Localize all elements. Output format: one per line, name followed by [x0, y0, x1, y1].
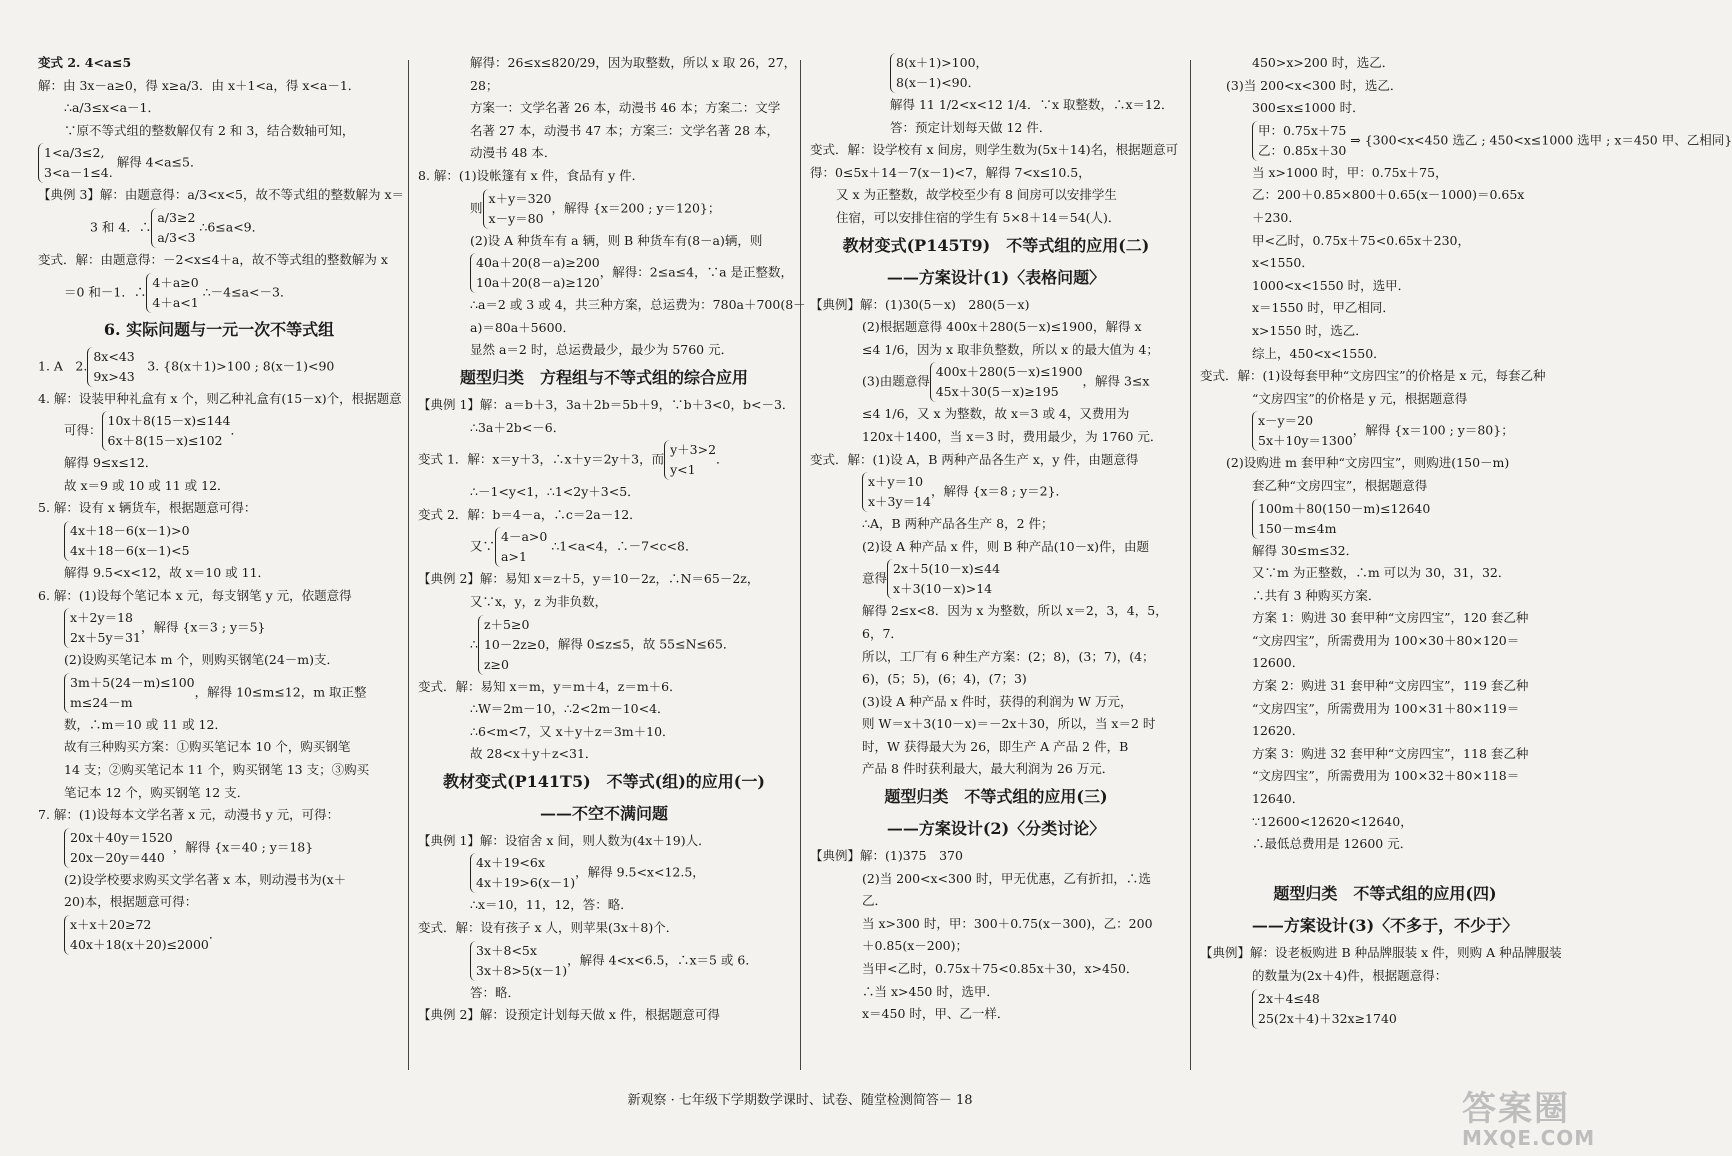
- equation-line: [38, 827, 400, 869]
- equation-line: [38, 272, 400, 314]
- equation-system: [1252, 121, 1346, 161]
- text-line: 解得 30≤m≤32．: [1252, 542, 1359, 558]
- equation-system: [930, 362, 1083, 402]
- equation-system: [64, 608, 141, 648]
- equation-system: [1252, 499, 1430, 539]
- text-line: 【典例】解：(1)30(5－x) 280(5－x): [810, 296, 1030, 312]
- equation-row: 20x＋40y＝1520: [70, 829, 173, 845]
- equation-line: [38, 672, 400, 714]
- text-line: 8. 解：(1)设帐篷有 x 件，食品有 y 件．: [418, 167, 645, 183]
- equation-suffix: 解得 4<a≤5．: [112, 154, 203, 170]
- equation-row: x＋3(10－x)>14: [893, 581, 993, 597]
- text-line: (3)当 200<x<300 时，选乙．: [1226, 77, 1403, 93]
- equation-line: [810, 361, 1182, 403]
- equation-system: [151, 208, 195, 248]
- equation-line: [38, 410, 400, 452]
- text-line: 乙：200＋0.85×800＋0.65(x－1000)＝0.65x: [1252, 187, 1525, 203]
- text-line: 显然 a＝2 时，总运费最少，最少为 5760 元．: [470, 342, 734, 358]
- text-line: 名著 27 本，动漫书 47 本；方案三：文学名著 28 本，: [470, 122, 780, 138]
- equation-row: 5x＋10y＝1300: [1258, 433, 1353, 449]
- text-line: 12600．: [1252, 655, 1305, 671]
- text-line: 【典例 2】解：设预定计划每天做 x 件，根据题意可得: [418, 1007, 720, 1023]
- section-heading: ——方案设计(2)〈分类讨论〉: [886, 819, 1106, 839]
- text-line: 变式．解：易知 x＝m，y＝m＋4，z＝m＋6．: [418, 678, 682, 694]
- equation-row: 4x＋18－6(x－1)<5: [70, 542, 190, 558]
- equation-row: x－y＝20: [1258, 413, 1314, 429]
- text-line: 动漫书 48 本．: [470, 145, 557, 161]
- text-line: 【典例】解：设老板购进 B 种品牌服装 x 件，则购 A 种品牌服装: [1200, 945, 1562, 961]
- column-4: [1200, 52, 1732, 1082]
- equation-row: 25(2x＋4)＋32x≥1740: [1258, 1010, 1397, 1026]
- section-heading: ——方案设计(1)〈表格问题〉: [886, 267, 1106, 287]
- text-line: 甲<乙时，0.75x＋75<0.65x＋230，: [1252, 232, 1470, 248]
- equation-system: [890, 53, 988, 93]
- equation-prefix: 意得: [862, 570, 888, 586]
- text-line: 故 x＝9 或 10 或 11 或 12．: [64, 477, 230, 493]
- equation-suffix: ，解得 3≤x: [1082, 373, 1150, 389]
- equation-suffix: ，解得 0≤z≤5，故 55≤N≤65．: [545, 636, 736, 651]
- equation-line: [810, 558, 1182, 600]
- equation-system: [64, 673, 195, 713]
- text-line: 4. 解：设装甲种礼盒有 x 个，则乙种礼盒有(15－x)个，根据题意: [38, 390, 402, 406]
- equation-row: 3x＋8>5(x－1): [476, 962, 568, 978]
- equation-row: 4＋a<1: [152, 294, 199, 310]
- text-line: 变式．解：(1)设每套甲种“文房四宝”的价格是 x 元，每套乙种: [1200, 368, 1546, 384]
- equation-row: 6x＋8(15－x)≤102: [107, 433, 223, 449]
- text-line: x＝1550 时，甲乙相同．: [1252, 300, 1395, 316]
- equation-row: 4x＋19<6x: [476, 855, 545, 871]
- text-line: 【典例 3】解：由题意得：a/3<x<5，故不等式组的整数解为 x＝: [38, 187, 405, 203]
- equation-row: 400x＋280(5－x)≤1900: [935, 364, 1083, 380]
- equation-prefix: 可得：: [64, 422, 102, 438]
- text-line: 时，W 获得最大为 26，即生产 A 产品 2 件，B: [862, 738, 1129, 754]
- equation-system: [1252, 411, 1353, 451]
- equation-line: [38, 346, 400, 388]
- text-line: (2)设学校要求购买文学名著 x 本，则动漫书为(x＋: [64, 871, 347, 887]
- equation-system: [87, 347, 134, 387]
- equation-line: [1200, 988, 1570, 1030]
- equation-row: x＋2y＝18: [70, 610, 133, 626]
- equation-suffix: ∴6≤a<9．: [195, 219, 265, 235]
- equation-system: [470, 941, 567, 981]
- text-line: 解得：26≤x≤820/29，因为取整数，所以 x 取 26，27，: [470, 55, 797, 70]
- text-line: (2)根据题意得 400x＋280(5－x)≤1900，解得 x: [862, 319, 1142, 335]
- equation-system: [1252, 989, 1397, 1029]
- text-line: 变式 2．解：b＝4－a，∴c＝2a－12．: [418, 506, 642, 522]
- equation-system: [102, 411, 231, 451]
- equation-system: [483, 189, 552, 229]
- equation-prefix: (3)由题意得: [862, 373, 930, 389]
- equation-line: [810, 52, 1182, 94]
- text-line: 【典例 1】解：a＝b＋3，3a＋2b＝5b＋9，∵b＋3<0，b<－3．: [418, 396, 795, 412]
- equation-row: a>1: [501, 549, 527, 565]
- section-heading: 题型归类 方程组与不等式组的综合应用: [459, 367, 748, 387]
- equation-system: [862, 472, 931, 512]
- text-line: 又∵m 为正整数，∴m 可以为 30，31，32．: [1252, 565, 1511, 581]
- text-line: 当 x>300 时，甲：300＋0.75(x－300)，乙：200: [862, 915, 1153, 931]
- equation-row: 40a＋20(8－a)≥200: [476, 255, 600, 271]
- text-line: 方案 3：购进 32 套甲种“文房四宝”，118 套乙种: [1252, 745, 1529, 761]
- text-line: 【典例 1】解：设宿舍 x 间，则人数为(4x＋19)人．: [418, 832, 711, 848]
- equation-line: [38, 207, 400, 249]
- text-line: 又 x 为正整数，故学校至少有 8 间房可以安排学生: [836, 187, 1117, 203]
- text-line: 方案 2：购进 31 套甲种“文房四宝”，119 套乙种: [1252, 678, 1529, 694]
- text-line: 又∵x，y，z 为非负数，: [470, 593, 608, 609]
- text-line: 变式．解：设有孩子 x 人，则苹果(3x＋8)个．: [418, 920, 679, 936]
- equation-suffix: ，解得 {x＝8 ; y＝2}．: [930, 483, 1069, 499]
- equation-system: [38, 143, 113, 183]
- equation-row: 8x<43: [93, 348, 135, 364]
- equation-line: [418, 614, 790, 676]
- equation-suffix: ，解得 {x＝200 ; y＝120}；: [551, 200, 721, 216]
- text-line: 5. 解：设有 x 辆货车，根据题意可得：: [38, 500, 257, 516]
- text-line: ∵12600<12620<12640，: [1252, 813, 1413, 829]
- text-line: 6. 解：(1)设每个笔记本 x 元，每支钢笔 y 元，依题意得: [38, 587, 352, 603]
- text-line: 乙．: [862, 893, 888, 909]
- equation-row: 8(x＋1)>100，: [896, 55, 989, 70]
- equation-suffix: ，解得 {x＝3 ; y＝5}: [140, 619, 266, 635]
- equation-row: 20x－20y＝440: [70, 849, 165, 865]
- text-line: x>1550 时，选乙．: [1252, 322, 1368, 338]
- equation-line: [810, 471, 1182, 513]
- text-line: (2)设 A 种货车有 a 辆，则 B 种货车有(8－a)辆，则: [470, 232, 763, 248]
- equation-row: 4－a>0: [501, 529, 548, 545]
- section-heading: 教材变式(P145T9) 不等式组的应用(二): [842, 235, 1150, 255]
- watermark-logo: [1462, 1089, 1596, 1150]
- watermark-text: 答案圈: [1462, 1089, 1570, 1129]
- text-line: 的数量为(2x＋4)件，根据题意得：: [1252, 968, 1448, 983]
- equation-system: [64, 915, 209, 955]
- equation-system: [470, 853, 575, 893]
- text-line: ∴－1<y<1，∴1<2y＋3<5．: [470, 484, 640, 500]
- equation-row: a/3<3: [157, 229, 196, 245]
- equation-suffix: ，解得：2≤a≤4，∵a 是正整数，: [599, 264, 793, 280]
- text-line: 数，∴m＝10 或 11 或 12．: [64, 716, 227, 732]
- column-divider: [1190, 60, 1191, 1070]
- equation-line: [38, 142, 400, 184]
- equation-suffix: ．: [230, 422, 243, 438]
- equation-system: [887, 559, 1000, 599]
- equation-prefix: ＝0 和－1．∴: [64, 284, 147, 300]
- text-line: “文房四宝”的价格是 y 元，根据题意得: [1252, 390, 1468, 406]
- equation-line: [418, 252, 793, 294]
- text-line: ∴W＝2m－10，∴2<2m－10<4．: [470, 701, 670, 717]
- equation-prefix: 则: [470, 200, 483, 216]
- equation-suffix: ，解得 4<x<6.5，∴x＝5 或 6．: [567, 952, 758, 968]
- column-divider: [408, 60, 409, 1070]
- equation-row: 2x＋5y＝31: [70, 630, 141, 646]
- text-line: 6，7．: [862, 625, 903, 641]
- text-line: ∴6<m<7，又 x＋y＋z＝3m＋10．: [470, 723, 675, 739]
- text-line: [1200, 856, 1570, 879]
- section-heading: 6. 实际问题与一元一次不等式组: [103, 319, 335, 339]
- text-line: 20)本，根据题意可得：: [64, 894, 198, 910]
- equation-system: [495, 527, 547, 567]
- equation-prefix: 1. A 2.: [38, 358, 88, 374]
- equation-row: 8(x－1)<90．: [896, 75, 981, 90]
- text-line: 解得 11 1/2<x<12 1/4．∵x 取整数，∴x＝12．: [890, 97, 1174, 112]
- equation-row: m≤24－m: [70, 694, 133, 710]
- text-line: ∴A，B 两种产品各生产 8，2 件；: [862, 516, 1054, 532]
- equation-row: 2x＋5(10－x)≤44: [893, 561, 1001, 577]
- equation-line: [38, 914, 400, 956]
- equation-suffix: 3. {8(x＋1)>100 ; 8(x－1)<90: [134, 358, 335, 374]
- equation-row: 4＋a≥0: [152, 274, 199, 290]
- text-line: 变式 2. 4<a≤5: [38, 55, 132, 70]
- text-line: (2)设购买笔记本 m 个，则购买钢笔(24－m)支．: [64, 652, 340, 668]
- text-line: 1000<x<1550 时，选甲．: [1252, 277, 1411, 293]
- equation-row: 45x＋30(5－x)≥195: [935, 384, 1059, 400]
- text-line: ≤4 1/6，因为 x 取非负整数，所以 x 的最大值为 4；: [862, 341, 1159, 357]
- watermark-url: MXQE.COM: [1462, 1126, 1596, 1150]
- equation-row: 10a＋20(8－a)≥120: [476, 275, 600, 291]
- text-line: 28；: [470, 77, 499, 93]
- text-line: (2)当 200<x<300 时，甲无优惠，乙有折扣，∴选: [862, 870, 1151, 886]
- text-line: 笔记本 12 个，购买钢笔 12 支．: [64, 784, 250, 800]
- equation-suffix: ，解得 10≤m≤12，m 取正整: [194, 684, 367, 700]
- equation-row: z≥0: [483, 656, 509, 672]
- text-line: 解得 9.5<x<12，故 x＝10 或 11．: [64, 564, 271, 580]
- text-line: 12640．: [1252, 791, 1305, 807]
- equation-row: x＋x＋20≥72: [70, 916, 152, 932]
- text-line: 变式．解：由题意得：－2<x≤4＋a，故不等式组的整数解为 x: [38, 251, 388, 267]
- equation-system: [478, 615, 545, 675]
- column-2: [418, 52, 806, 1082]
- equation-row: 4x＋19>6(x－1): [476, 875, 576, 891]
- text-line: 住宿，可以安排住宿的学生有 5×8＋14＝54(人)．: [836, 209, 1121, 225]
- equation-row: 40x＋18(x＋20)≤2000: [70, 936, 209, 952]
- text-line: ∴最低总费用是 12600 元．: [1252, 836, 1413, 852]
- equation-suffix: ．: [716, 451, 729, 467]
- equation-system: [664, 440, 716, 480]
- text-line: 7. 解：(1)设每本文学名著 x 元，动漫书 y 元，可得：: [38, 807, 340, 823]
- equation-suffix: ，解得 9.5<x<12.5，: [575, 864, 705, 880]
- text-line: x＝450 时，甲、乙一样．: [862, 1006, 1010, 1022]
- equation-line: [418, 526, 790, 568]
- text-line: 答：预定计划每天做 12 件．: [890, 119, 1052, 135]
- section-heading: ——方案设计(3)〈不多于，不少于〉: [1251, 916, 1519, 936]
- equation-row: x＋y＝10: [868, 474, 924, 490]
- text-line: 14 支；②购买笔记本 11 个，购买钢笔 13 支；③购买: [64, 761, 370, 777]
- text-line: 6)，(5；5)，(6；4)，(7；3): [862, 671, 1027, 687]
- equation-row: z＋5≥0: [483, 616, 530, 632]
- column-3: [810, 52, 1182, 1082]
- text-line: 450>x>200 时，选乙．: [1252, 55, 1395, 70]
- equation-row: x＋y＝320: [488, 190, 552, 206]
- text-line: 12620．: [1252, 723, 1305, 739]
- equation-line: [418, 852, 790, 894]
- text-line: 故 28<x＋y＋z<31．: [470, 746, 598, 762]
- text-line: a)＝80a＋5600．: [470, 319, 575, 335]
- text-line: 变式．解：设学校有 x 间房，则学生数为(5x＋14)名，根据题意可: [810, 142, 1179, 158]
- text-line: 【典例】解：(1)375 370: [810, 848, 963, 864]
- text-line: ∴当 x>450 时，选甲．: [862, 983, 999, 999]
- equation-prefix: 3 和 4．∴: [90, 219, 152, 235]
- equation-row: y<1: [670, 462, 696, 478]
- equation-row: x－y＝80: [488, 210, 544, 226]
- section-heading: 题型归类 不等式组的应用(四): [1273, 884, 1497, 904]
- text-line: ＋230．: [1252, 209, 1301, 225]
- equation-suffix: ⇒ {300<x<450 选乙 ; 450<x≤1000 选甲 ; x＝450 甲、乙相同}: [1346, 132, 1732, 148]
- text-line: (3)设 A 种产品 x 件时，获得的利润为 W 万元，: [862, 693, 1133, 709]
- text-line: 解得 2≤x<8．因为 x 为整数，所以 x＝2，3，4，5，: [862, 603, 1168, 619]
- equation-row: 3m＋5(24－m)≤100: [70, 674, 195, 690]
- equation-line: [38, 520, 400, 562]
- equation-system: [146, 273, 198, 313]
- text-line: 变式．解：(1)设 A，B 两种产品各生产 x，y 件，由题意得: [810, 451, 1139, 467]
- text-line: (2)设 A 种产品 x 件，则 B 种产品(10－x)件，由题: [862, 538, 1150, 554]
- equation-line: [1200, 498, 1570, 540]
- equation-line: [418, 439, 790, 481]
- text-line: 120x＋1400，当 x＝3 时，费用最少，为 1760 元．: [862, 428, 1163, 444]
- equation-suffix: ，解得 {x＝100 ; y＝80}；: [1352, 422, 1514, 438]
- text-line: ∵原不等式组的整数解仅有 2 和 3，结合数轴可知，: [64, 122, 355, 138]
- text-line: 产品 8 件时获利最大，最大利润为 26 万元．: [862, 761, 1115, 777]
- equation-suffix: ，解得 {x＝40 ; y＝18}: [172, 839, 314, 855]
- equation-row: x＋3y＝14: [868, 494, 931, 510]
- text-line: ∴3a＋2b<－6．: [470, 419, 566, 435]
- equation-row: 乙：0.85x＋30: [1258, 142, 1347, 158]
- text-line: ∴共有 3 种购买方案．: [1252, 587, 1381, 603]
- text-line: (2)设购进 m 套甲种“文房四宝”，则购进(150－m): [1226, 455, 1510, 471]
- column-divider: [800, 60, 801, 1070]
- text-line: “文房四宝”，所需费用为 100×32＋80×118＝: [1252, 768, 1520, 784]
- equation-line: [418, 940, 790, 982]
- column-1: [38, 52, 405, 1082]
- equation-line: [1200, 410, 1570, 452]
- equation-row: 3x＋8<5x: [476, 942, 537, 958]
- equation-line: [418, 188, 790, 230]
- text-line: 解：由 3x－a≥0，得 x≥a/3．由 x＋1<a，得 x<a－1．: [38, 77, 361, 93]
- equation-system: [64, 521, 190, 561]
- text-line: 所以，工厂有 6 种生产方案：(2；8)，(3；7)，(4；: [862, 648, 1155, 664]
- section-heading: 题型归类 不等式组的应用(三): [884, 787, 1108, 807]
- text-line: x<1550．: [1252, 255, 1314, 271]
- equation-row: 2x＋4≤48: [1258, 990, 1320, 1006]
- equation-row: 10－2z≥0: [483, 636, 546, 652]
- text-line: 当 x>1000 时，甲：0.75x＋75，: [1252, 164, 1448, 180]
- text-line: 解得 9≤x≤12．: [64, 455, 158, 471]
- equation-prefix: 变式 1．解：x＝y＋3，∴x＋y＝2y＋3，而: [418, 451, 665, 467]
- section-heading: ——不空不满问题: [539, 803, 668, 823]
- page-footer: 新观察 · 七年级下学期数学课时、试卷、随堂检测简答－ 18: [627, 1093, 973, 1108]
- text-line: 当甲<乙时，0.75x＋75<0.85x＋30，x>450．: [862, 961, 1139, 977]
- equation-row: 9x>43: [93, 368, 135, 384]
- text-line: 套乙种“文房四宝”，根据题意得: [1252, 477, 1428, 493]
- text-line: 得：0≤5x＋14－7(x－1)<7，解得 7<x≤10.5，: [810, 164, 1091, 180]
- text-line: ≤4 1/6，又 x 为整数，故 x＝3 或 4，又费用为: [862, 406, 1130, 422]
- text-line: ∴a＝2 或 3 或 4，共三种方案，总运费为：780a＋700(8－: [470, 297, 806, 313]
- text-line: 故有三种购买方案：①购买笔记本 10 个，购买钢笔: [64, 739, 351, 755]
- text-line: ∴a/3≤x<a－1．: [64, 100, 160, 116]
- text-line: ∴x＝10，11，12，答：略．: [470, 897, 633, 913]
- equation-line: [1200, 120, 1732, 162]
- text-line: “文房四宝”，所需费用为 100×30＋80×120＝: [1252, 632, 1520, 648]
- equation-prefix: ∴: [470, 636, 478, 651]
- equation-suffix: ∴1<a<4，∴－7<c<8．: [547, 538, 698, 554]
- text-line: 综上，450<x<1550．: [1252, 345, 1386, 361]
- text-line: 300≤x≤1000 时．: [1252, 100, 1365, 116]
- equation-row: a/3≥2: [157, 209, 196, 225]
- equation-row: y＋3>2: [670, 442, 717, 458]
- text-line: 方案一：文学名著 26 本，动漫书 46 本；方案二：文学: [470, 100, 781, 116]
- equation-suffix: ．: [208, 926, 222, 942]
- equation-system: [64, 828, 173, 868]
- text-line: “文房四宝”，所需费用为 100×31＋80×119＝: [1252, 700, 1520, 716]
- equation-row: 4x＋18－6(x－1)>0: [70, 522, 190, 538]
- text-line: 【典例 2】解：易知 x＝z＋5，y＝10－2z，∴N＝65－2z，: [418, 571, 760, 587]
- equation-system: [470, 253, 600, 293]
- equation-row: 甲：0.75x＋75: [1258, 122, 1347, 138]
- text-line: ＋0.85(x－200)；: [862, 938, 968, 954]
- equation-prefix: 又∵: [470, 538, 496, 554]
- text-line: 方案 1：购进 30 套甲种“文房四宝”，120 套乙种: [1252, 610, 1529, 626]
- equation-row: 10x＋8(15－x)≤144: [107, 413, 231, 429]
- equation-suffix: ∴－4≤a<－3．: [198, 284, 293, 300]
- text-line: 答：略．: [470, 984, 521, 1000]
- equation-row: 1<a/3≤2,: [44, 145, 105, 161]
- equation-row: 3<a－1≤4.: [44, 165, 113, 181]
- equation-row: 100m＋80(150－m)≤12640: [1258, 500, 1431, 516]
- equation-row: 150－m≤4m: [1258, 520, 1337, 536]
- equation-line: [38, 607, 400, 649]
- section-heading: 教材变式(P141T5) 不等式(组)的应用(一): [443, 771, 765, 791]
- text-line: 则 W＝x＋3(10－x)＝－2x＋30，所以，当 x＝2 时: [862, 716, 1156, 732]
